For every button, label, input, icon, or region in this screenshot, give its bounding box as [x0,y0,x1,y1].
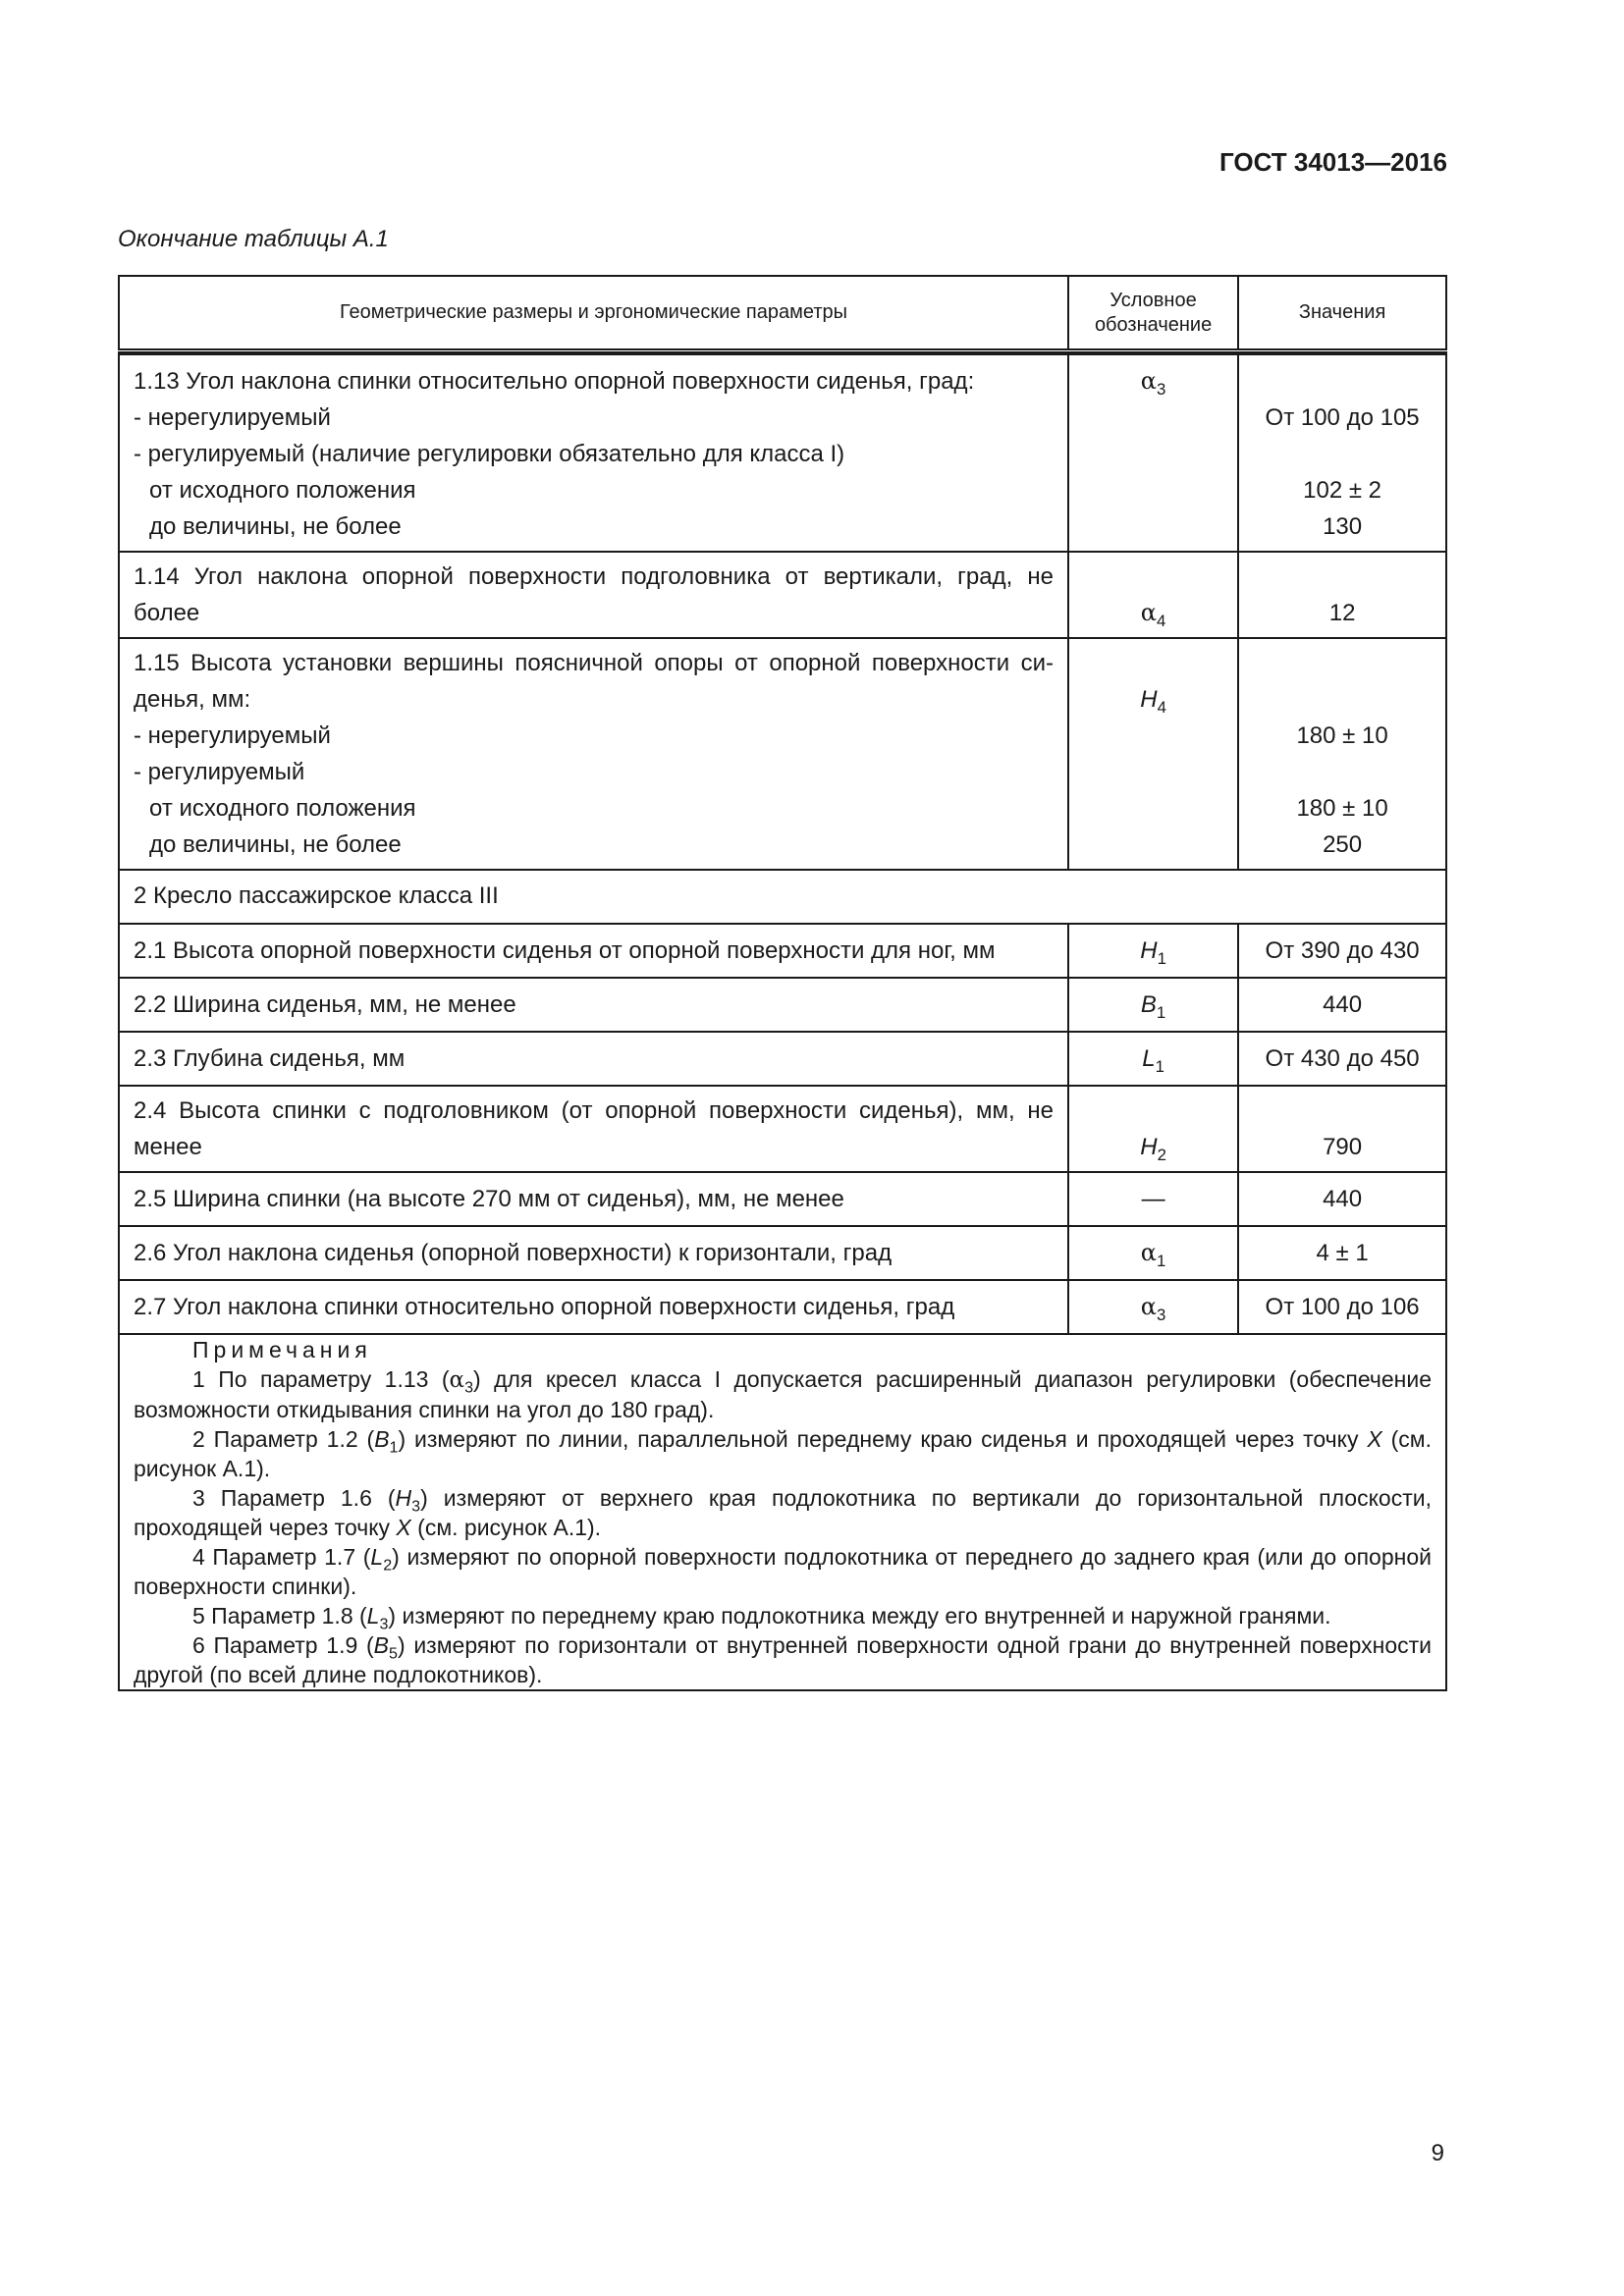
notes-title: Примечания [192,1337,372,1362]
table-row [119,354,1446,552]
note-1: 1 По параметру 1.13 $(\alpha_3)$ для кресел класса I допускается расширенный диапазон регулировки (обеспечение возможности откидывания спинки на угол до 180 град). [134,1366,1432,1422]
param-cell: 2.7 Угол наклона спинки относительно опорной поверхности сиденья, град [119,1280,1068,1334]
table-row [119,1172,1446,1226]
table-row [119,552,1446,638]
value-cell: 4 ± 1 [1238,1226,1446,1280]
header-param: Геометрические размеры и эргономические параметры [119,276,1068,351]
notes-row [119,1334,1446,1690]
note-6: 6 Параметр 1.9 $(B_5)$ измеряют по горизонтали от внутренней поверхности одной грани до внутренней поверхности другой (по всей длине подлокотников). [134,1632,1433,1687]
symbol-cell: $H_1$ [1068,924,1238,978]
parameters-table [118,275,1447,1691]
param-cell: 1.14 Угол наклона опорной поверхности подголовника от вертикали, град, не более [119,552,1068,638]
table-caption: Окончание таблицы А.1 [118,226,389,252]
table-row [119,1032,1446,1086]
value-cell: 440 [1238,978,1446,1032]
page-number: 9 [1431,2140,1444,2166]
param-cell: 2.4 Высота спинки с подголовником (от опорной поверхности сиденья), мм, не менее [119,1086,1068,1172]
symbol-cell: $\alpha_4$ [1068,552,1238,638]
symbol-cell: $\alpha_1$ [1068,1226,1238,1280]
table-row [119,978,1446,1032]
symbol-cell: $H_4$ [1068,638,1238,870]
notes-block [119,1334,1446,1690]
param-cell: 2.2 Ширина сиденья, мм, не менее [119,978,1068,1032]
value-cell: 12 [1238,552,1446,638]
value-cell: От 390 до 430 [1238,924,1446,978]
header-value: Значения [1238,276,1446,351]
symbol-cell: $\alpha_3$ [1068,1280,1238,1334]
value-cell: От 100 до 106 [1238,1280,1446,1334]
table-row [119,924,1446,978]
symbol-cell: $L_1$ [1068,1032,1238,1086]
param-cell: 1.13 Угол наклона спинки относительно опорной поверхности сиденья, град: - нерегулируемый - регулируемый (наличие регулировки обязательно для класса I) от исходного положения до величины, не более [119,354,1068,552]
symbol-cell: $B_1$ [1068,978,1238,1032]
value-cell: 790 [1238,1086,1446,1172]
note-4: 4 Параметр 1.7 $(L_2)$ измеряют по опорной поверхности подлокотника от переднего до заднего края (или до опорной поверхности спинки). [134,1544,1432,1599]
value-cell: 440 [1238,1172,1446,1226]
section-row [119,870,1446,924]
symbol-cell: $\alpha_3$ [1068,354,1238,552]
value-cell: От 430 до 450 [1238,1032,1446,1086]
param-cell: 1.15 Высота установки вершины поясничной опоры от опорной поверхности си- денья, мм: - нерегулируемый - регулируемый от исходного положения до величины, не более [119,638,1068,870]
param-cell: 2.1 Высота опорной поверхности сиденья от опорной поверхности для ног, мм [119,924,1068,978]
param-cell: 2.5 Ширина спинки (на высоте 270 мм от сиденья), мм, не менее [119,1172,1068,1226]
value-cell: От 100 до 105 102 ± 2 130 [1238,354,1446,552]
note-3: 3 Параметр 1.6 $(H_3)$ измеряют от верхнего края подлокотника по вертикали до горизонтальной плоскости, проходящей через точку X (см. рисунок А.1). [134,1485,1432,1540]
section-title: 2 Кресло пассажирское класса III [119,870,1446,924]
symbol-cell: — [1068,1172,1238,1226]
param-cell: 2.6 Угол наклона сиденья (опорной поверхности) к горизонтали, град [119,1226,1068,1280]
note-5: 5 Параметр 1.8 $(L_3)$ измеряют по переднему краю подлокотника между его внутренней и наружной гранями. [192,1603,1331,1633]
symbol-cell: $H_2$ [1068,1086,1238,1172]
table-row [119,1280,1446,1334]
table-row [119,1086,1446,1172]
table-header-row [119,276,1446,351]
param-cell: 2.3 Глубина сиденья, мм [119,1032,1068,1086]
value-cell: 180 ± 10 180 ± 10 250 [1238,638,1446,870]
table-row [119,1226,1446,1280]
note-2: 2 Параметр 1.2 $(B_1)$ измеряют по линии, параллельной переднему краю сиденья и проходящей через точку X (см. рисунок А.1). [134,1426,1432,1481]
header-symbol: Условное обозначение [1068,276,1238,351]
document-code: ГОСТ 34013—2016 [1219,147,1447,177]
table-row [119,638,1446,870]
